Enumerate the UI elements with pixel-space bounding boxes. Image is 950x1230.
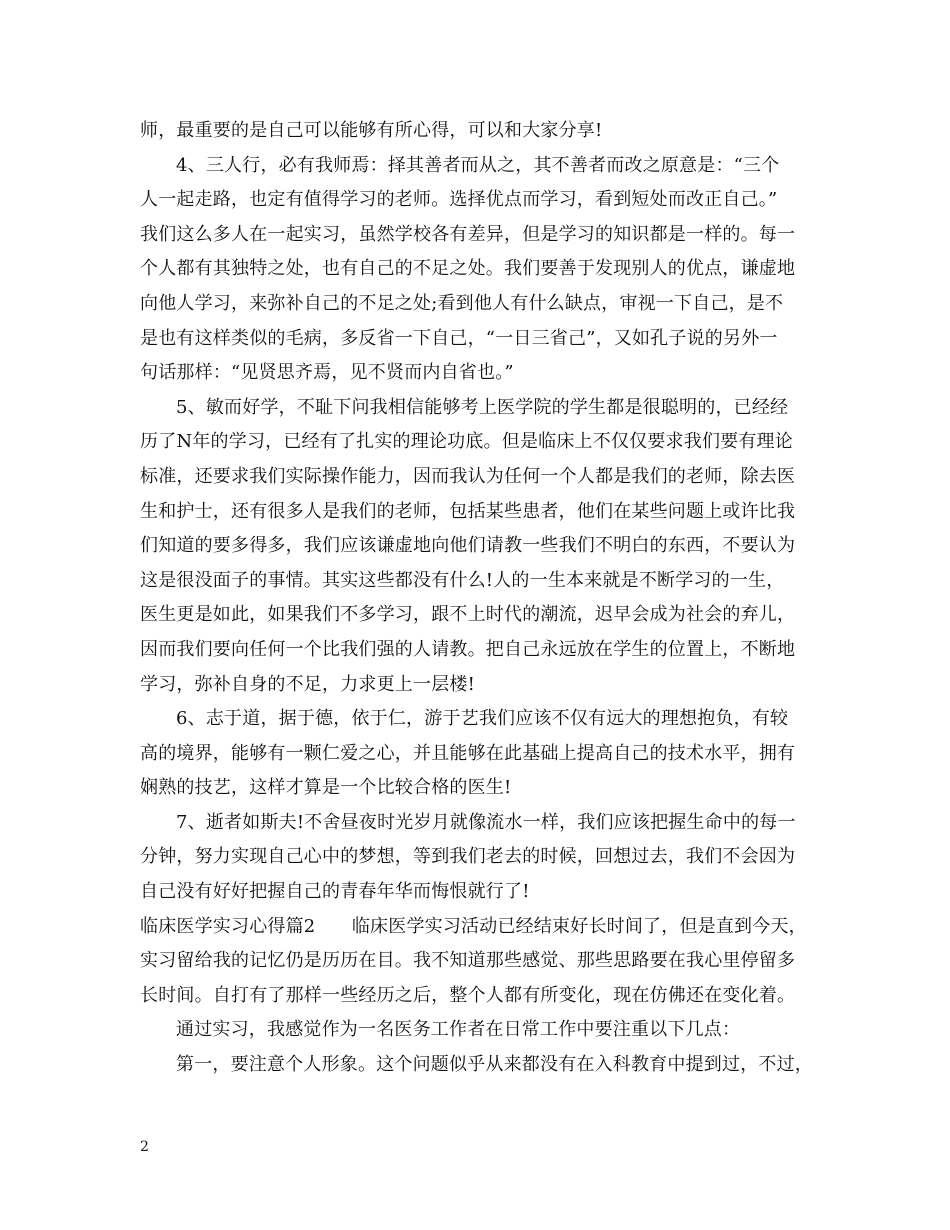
text-line: 历了N年的学习，已经有了扎实的理论功底。但是临床上不仅仅要求我们要有理论	[140, 431, 793, 453]
text-line: 人一起走路，也定有值得学习的老师。选择优点而学习，看到短处而改正自己。”	[140, 189, 778, 211]
text-line: 长时间。自打有了那样一些经历之后，整个人都有所变化，现在仿佛还在变化着。	[140, 984, 796, 1006]
text-line: 医生更是如此，如果我们不多学习，跟不上时代的潮流，迟早会成为社会的弃儿，	[140, 604, 796, 626]
text-line: 6、志于道，据于德，依于仁，游于艺我们应该不仅有远大的理想抱负，有较	[176, 708, 789, 730]
text-line: 7、逝者如斯夫!不舍昼夜时光岁月就像流水一样，我们应该把握生命中的每一	[176, 811, 796, 833]
text-line: 分钟，努力实现自己心中的梦想，等到我们老去的时候，回想过去，我们不会因为	[140, 846, 796, 868]
text-line: 临床医学实习心得篇2 临床医学实习活动已经结束好长时间了，但是直到今天，	[140, 915, 807, 937]
document-body	[140, 114, 820, 1083]
text-line: 娴熟的技艺，这样才算是一个比较合格的医生!	[140, 777, 512, 799]
text-line: 这是很没面子的事情。其实这些都没有什么!人的一生本来就是不断学习的一生，	[140, 569, 785, 591]
text-line: 们知道的要多得多，我们应该谦虚地向他们请教一些我们不明白的东西，不要认为	[140, 535, 796, 557]
text-line: 学习，弥补自身的不足，力求更上一层楼!	[140, 673, 476, 695]
text-line: 自己没有好好把握自己的青春年华而悔恨就行了!	[140, 881, 530, 903]
text-line: 因而我们要向任何一个比我们强的人请教。把自己永远放在学生的位置上，不断地	[140, 638, 796, 660]
text-line: 师，最重要的是自己可以能够有所心得，可以和大家分享!	[140, 120, 603, 141]
page-number: 2	[140, 1139, 149, 1155]
text-line: 生和护士，还有很多人是我们的老师，包括某些患者，他们在某些问题上或许比我	[140, 500, 796, 522]
text-line: 标准，还要求我们实际操作能力，因而我认为任何一个人都是我们的老师，除去医	[140, 465, 796, 487]
text-line: 个人都有其独特之处，也有自己的不足之处。我们要善于发现别人的优点，谦虚地	[140, 258, 796, 280]
text-line: 5、敏而好学，不耻下问我相信能够考上医学院的学生都是很聪明的，已经经	[176, 396, 789, 418]
text-line: 高的境界，能够有一颗仁爱之心，并且能够在此基础上提高自己的技术水平，拥有	[140, 742, 796, 764]
text-line: 句话那样：“见贤思齐焉，见不贤而内自省也。”	[140, 362, 514, 384]
text-line: 我们这么多人在一起实习，虽然学校各有差异，但是学习的知识都是一样的。每一	[140, 223, 796, 245]
text-line: 是也有这样类似的毛病，多反省一下自己，“一日三省己”，又如孔子说的另外一	[140, 327, 778, 349]
text-line: 第一，要注意个人形象。这个问题似乎从来都没有在入科教育中提到过，不过，	[176, 1054, 813, 1076]
text-line: 向他人学习，来弥补自己的不足之处;看到他人有什么缺点，审视一下自己，是不	[140, 292, 784, 314]
text-line: 通过实习，我感觉作为一名医务工作者在日常工作中要注重以下几点：	[176, 1019, 741, 1041]
text-line: 实习留给我的记忆仍是历历在目。我不知道那些感觉、那些思路要在我心里停留多	[140, 950, 796, 972]
text-line: 4、三人行，必有我师焉：择其善者而从之，其不善者而改之原意是：“三个	[176, 154, 780, 176]
